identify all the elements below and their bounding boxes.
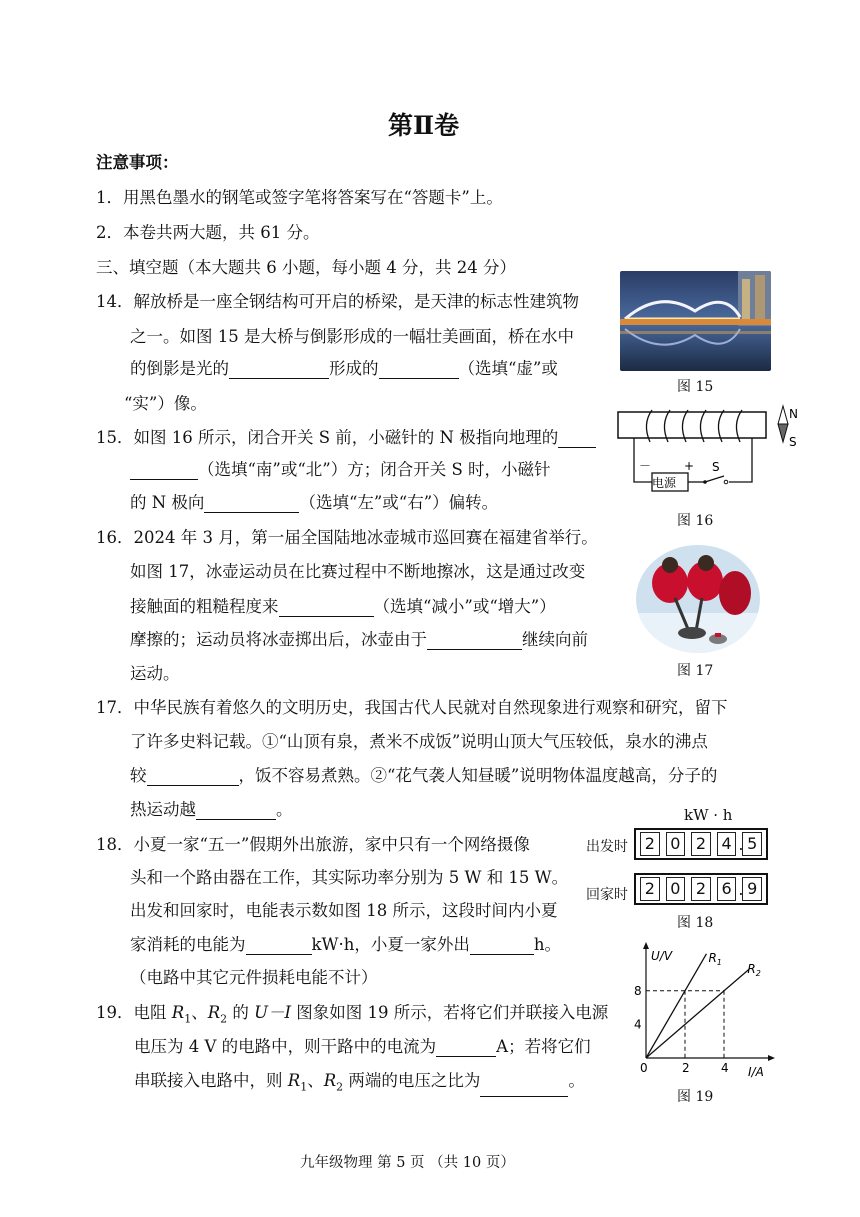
q19-text-c: 图象如图 19 所示，若将它们并联接入电源 (291, 1003, 609, 1022)
q18-text-c: h。 (533, 935, 561, 954)
notice-2: 2．本卷共两大题，共 61 分。 (96, 223, 320, 242)
q19-text-e: A；若将它们 (496, 1037, 591, 1056)
r2-subscript: 2 (220, 1012, 228, 1026)
page-title: 第Ⅱ卷 (388, 111, 460, 140)
y-tick-label: 4 (634, 1017, 642, 1032)
q14-blank-1[interactable] (229, 361, 329, 379)
r1-subscript: 1 (300, 1080, 308, 1094)
series-line-r2 (646, 969, 749, 1058)
q14-line-2: 之一。如图 15 是大桥与倒影形成的一幅壮美画面，桥在水中 (130, 327, 574, 346)
curling-photo (630, 543, 766, 655)
q18-line-5: （电路中其它元件损耗电能不计） (130, 968, 378, 987)
series-label-r2: $R_2$ (747, 961, 761, 978)
return-digit: 2 (640, 877, 660, 901)
x-axis-arrow (768, 1055, 775, 1061)
q19-line-1 (96, 1003, 608, 1029)
q14-text-c: （选填“虚”或 (458, 359, 558, 378)
q15-text-d: （选填“左”或“右”）偏转。 (299, 493, 499, 512)
q14-line-1: 14．解放桥是一座全钢结构可开启的桥梁，是天津的标志性建筑物 (96, 292, 579, 311)
depart-label: 出发时 (586, 839, 628, 855)
series-label-subscript: 1 (716, 957, 722, 967)
r1-subscript: 1 (184, 1012, 192, 1026)
q19-line-2 (134, 1037, 591, 1057)
fig15-caption: 图 15 (677, 379, 714, 395)
x-tick-label: 0 (640, 1061, 648, 1075)
q16-blank-1[interactable] (279, 599, 374, 617)
decimal-point: . (738, 879, 744, 899)
q15-blank-1b[interactable] (130, 462, 198, 480)
q17-line-4 (130, 800, 293, 820)
q17-line-1: 17．中华民族有着悠久的文明历史，我国古代人民就对自然现象进行观察和研究，留下 (96, 698, 728, 717)
q15-blank-2[interactable] (204, 495, 299, 513)
q14-text-b: 形成的 (329, 359, 379, 378)
q15-line-1 (96, 428, 596, 448)
bridge-photo (620, 271, 771, 371)
q15-text-c: 的 N 极向 (130, 493, 205, 512)
return-label: 回家时 (586, 887, 628, 903)
decimal-point: . (738, 834, 744, 854)
q16-line-2: 如图 17，冰壶运动员在比赛过程中不断地擦冰，这是通过改变 (130, 562, 586, 581)
q18-line-4 (130, 935, 561, 955)
solenoid-circuit-diagram (612, 402, 812, 512)
q15-text-b: （选填“南”或“北”）方；闭合开关 S 时，小磁针 (198, 460, 551, 479)
q17-text-b: ，饭不容易煮熟。②“花气袭人知昼暖”说明物体温度越高，分子的 (238, 766, 718, 785)
q16-line-5: 运动。 (130, 664, 180, 683)
q14-blank-2[interactable] (379, 361, 459, 379)
q16-text-b: （选填“减小”或“增大”） (373, 597, 556, 616)
q15-blank-1a[interactable] (558, 430, 596, 448)
depart-digit: 4 (717, 832, 737, 856)
r2-subscript: 2 (336, 1080, 344, 1094)
q17-line-2: 了许多史料记载。①“山顶有泉，煮米不成饭”说明山顶大气压较低，泉水的沸点 (130, 732, 708, 751)
series-label-r1: $R_1$ (708, 950, 722, 967)
minus-label: － (639, 459, 652, 473)
q16-line-4 (130, 630, 588, 650)
fig18-caption: 图 18 (677, 915, 714, 931)
q16-text-a: 接触面的粗糙程度来 (130, 597, 279, 616)
power-supply-label: 电源 (652, 476, 677, 490)
q19-sep: 、 (307, 1071, 324, 1090)
q17-text-a: 较 (130, 766, 147, 785)
q18-line-1: 18．小夏一家“五一”假期外出旅游，家中只有一个网络摄像 (96, 835, 530, 854)
x-tick-label: 4 (721, 1061, 729, 1075)
return-digit: 2 (691, 877, 711, 901)
q17-line-3 (130, 766, 717, 786)
q14-text-a: 的倒影是光的 (130, 359, 229, 378)
ui-graph (620, 940, 780, 1085)
page-footer: 九年级物理 第 5 页 （共 10 页） (300, 1155, 515, 1171)
depart-meter (634, 828, 768, 860)
depart-digit: 0 (666, 832, 686, 856)
y-tick-label: 8 (634, 983, 642, 998)
q18-blank-1[interactable] (246, 937, 312, 955)
q16-blank-2[interactable] (427, 632, 522, 650)
meter-unit-label: kW · h (684, 806, 733, 824)
q15-line-2 (130, 460, 551, 480)
switch-label: S (712, 460, 720, 474)
q19-blank-1[interactable] (436, 1039, 496, 1057)
return-digit: 6 (717, 877, 737, 901)
compass-south-label: S (789, 435, 797, 449)
x-axis-label: I/A (748, 1065, 764, 1079)
x-tick-label: 2 (682, 1061, 690, 1075)
q17-text-c: 热运动越 (130, 800, 196, 819)
q15-text-a: 15．如图 16 所示，闭合开关 S 前，小磁针的 N 极指向地理的 (96, 428, 559, 447)
fig16-caption: 图 16 (677, 513, 714, 529)
r1-symbol: R (287, 1071, 301, 1090)
section-heading: 三、填空题（本大题共 6 小题，每小题 4 分，共 24 分） (96, 258, 516, 277)
notice-1: 1．用黑色墨水的钢笔或签字笔将答案写在“答题卡”上。 (96, 188, 503, 207)
q18-text-b: kW·h，小夏一家外出 (311, 935, 470, 954)
q19-text-a: 19．电阻 (96, 1003, 172, 1022)
q19-text-b: 的 (227, 1003, 255, 1022)
q17-blank-2[interactable] (196, 802, 276, 820)
q17-text-d: 。 (276, 800, 293, 819)
q14-line-3 (130, 359, 558, 379)
y-axis-arrow (643, 942, 649, 949)
q14-line-4: “实”）像。 (124, 394, 207, 413)
r1-symbol: R (171, 1003, 185, 1022)
return-digit: 0 (666, 877, 686, 901)
depart-digit-decimal: 5 (742, 832, 762, 856)
q18-line-3: 出发和回家时，电能表示数如图 18 所示，这段时间内小夏 (130, 901, 558, 920)
y-axis-label: U/V (651, 949, 673, 963)
q19-text-h: 。 (568, 1071, 585, 1090)
q19-line-3 (134, 1071, 585, 1097)
r2-symbol: R (207, 1003, 221, 1022)
q19-text-g: 两端的电压之比为 (343, 1071, 481, 1090)
q19-blank-2[interactable] (480, 1079, 568, 1097)
depart-digit: 2 (640, 832, 660, 856)
fig17-caption: 图 17 (677, 663, 714, 679)
return-meter (634, 873, 768, 905)
depart-digit: 2 (691, 832, 711, 856)
series-line-r1 (646, 954, 706, 1058)
r2-symbol: R (323, 1071, 337, 1090)
q16-text-c: 摩擦的；运动员将冰壶掷出后，冰壶由于 (130, 630, 427, 649)
fig19-caption: 图 19 (677, 1089, 714, 1105)
q16-line-1: 16．2024 年 3 月，第一届全国陆地冰壶城市巡回赛在福建省举行。 (96, 528, 598, 547)
q15-line-3 (130, 493, 498, 513)
ui-symbol: U－I (254, 1003, 292, 1022)
notice-heading: 注意事项： (96, 153, 179, 172)
series-label-subscript: 2 (755, 968, 761, 978)
q18-text-a: 家消耗的电能为 (130, 935, 246, 954)
q19-text-f: 串联接入电路中，则 (134, 1071, 288, 1090)
return-digit-decimal: 9 (742, 877, 762, 901)
compass-north-label: N (789, 407, 798, 421)
q16-text-d: 继续向前 (522, 630, 588, 649)
q16-line-3 (130, 597, 556, 617)
q19-sep: 、 (191, 1003, 208, 1022)
q18-line-2: 头和一个路由器在工作，其实际功率分别为 5 W 和 15 W。 (130, 868, 569, 887)
q17-blank-1[interactable] (147, 768, 239, 786)
q18-blank-2[interactable] (470, 937, 534, 955)
plus-label: + (684, 459, 695, 473)
q19-text-d: 电压为 4 V 的电路中，则干路中的电流为 (134, 1037, 437, 1056)
